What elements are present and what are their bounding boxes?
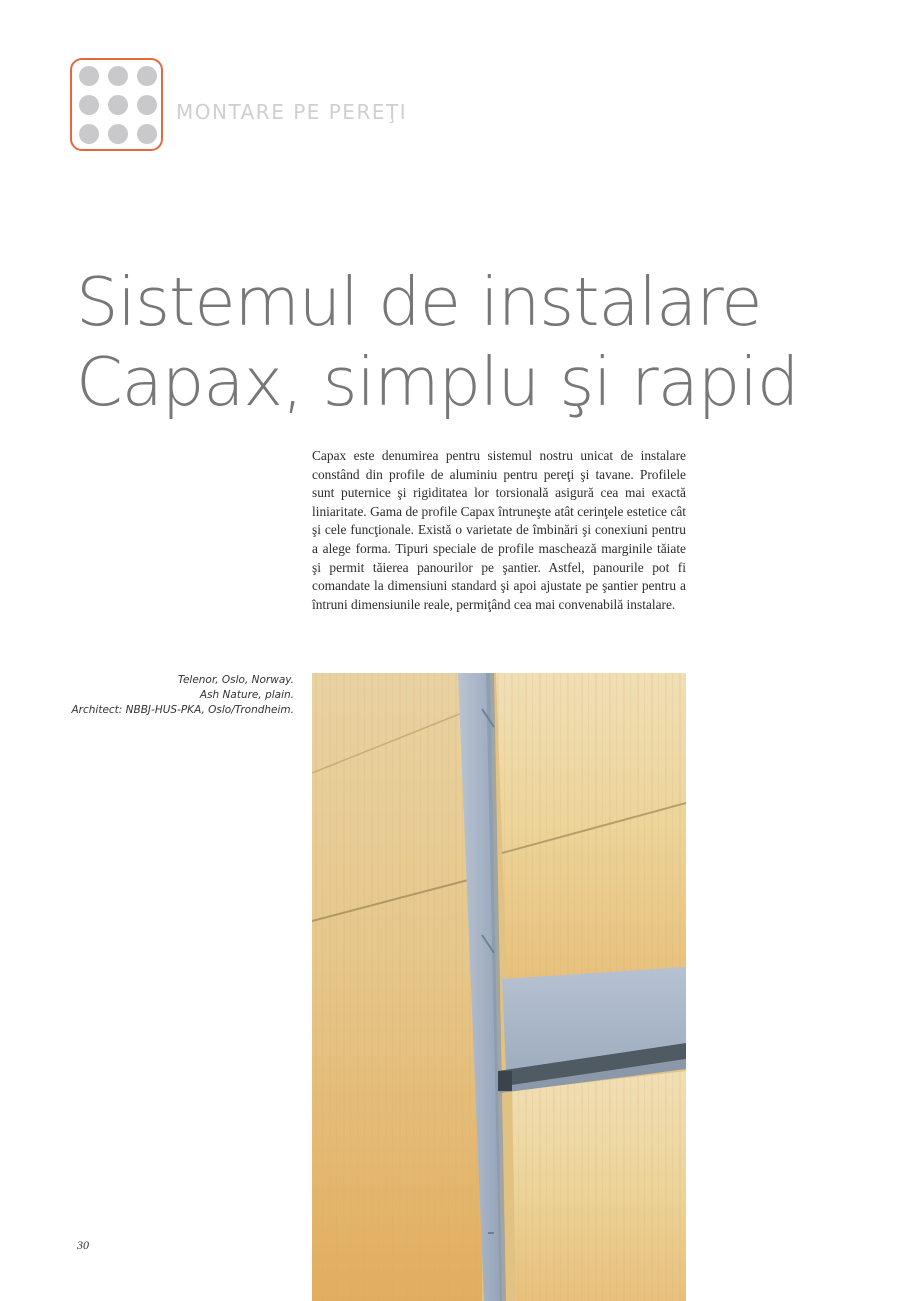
caption-line-2: Ash Nature, plain.	[199, 689, 294, 701]
section-label: MONTARE PE PEREŢI	[176, 100, 408, 124]
logo-dot	[79, 66, 99, 86]
page-title	[76, 262, 798, 422]
photo-wood-panel-wall	[312, 673, 686, 1301]
caption-line-1: Telenor, Oslo, Norway.	[177, 674, 294, 686]
page-title-line-2: Capax, simplu şi rapid	[76, 343, 799, 421]
nine-dot-grid-icon	[70, 58, 163, 151]
photo-illustration	[312, 673, 686, 1301]
caption-line-3: Architect: NBBJ-HUS-PKA, Oslo/Trondheim.	[71, 704, 294, 716]
page-title-line-1: Sistemul de instalare	[76, 263, 762, 341]
body-paragraph: Capax este denumirea pentru sistemul nostru unicat de instalare constând din profile de aluminiu pentru pereţi şi tavane. Profilele sunt puternice şi rigiditatea lor torsională asigură cea mai exactă liniaritate. Gama de profile Capax întruneşte atât cerinţele estetice cât şi cele funcţionale. Există o varietate de îmbinări şi conexiuni pentru a alege forma. Tipuri speciale de profile maschează marginile tăiate şi permit tăierea panourilor pe şantier. Astfel, panourile pot fi comandate la dimensiuni standard şi apoi ajustate pe şantier pentru a întruni dimensiunile reale, permiţând cea mai convenabilă instalare.	[312, 448, 686, 612]
logo-dot	[137, 66, 157, 86]
logo-dot	[108, 124, 128, 144]
logo-dot	[79, 95, 99, 115]
logo-dot	[108, 95, 128, 115]
logo-dot	[137, 124, 157, 144]
photo-caption	[71, 673, 294, 718]
page-number: 30	[77, 1238, 89, 1252]
logo-dot	[137, 95, 157, 115]
logo-dot	[79, 124, 99, 144]
logo-dot	[108, 66, 128, 86]
